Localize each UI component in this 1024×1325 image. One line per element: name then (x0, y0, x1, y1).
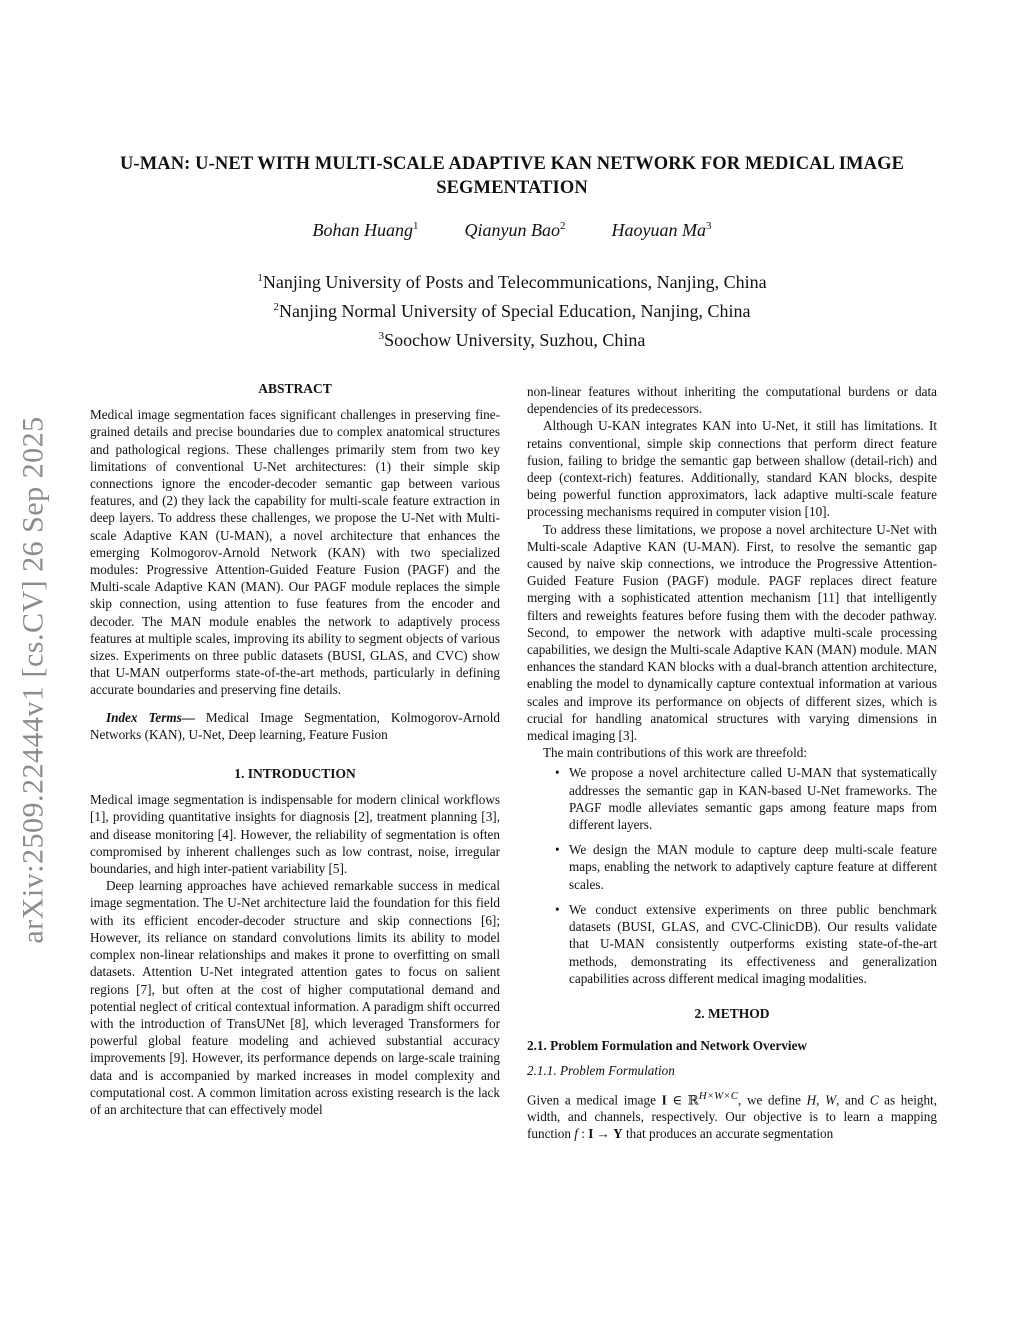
math-symbol: ∈ ℝ (666, 1091, 699, 1107)
arxiv-stamp (8, 370, 60, 990)
contribution-item (527, 764, 937, 833)
index-terms (90, 709, 500, 743)
arxiv-stamp-text: arXiv:2509.22444v1 [cs.CV] 26 Sep 2025 (17, 416, 51, 944)
affiliation-3 (80, 324, 944, 353)
intro-paragraph-1: Medical image segmentation is indispensable for modern clinical workflows [1], providing quantitative insights for diagnosis [2], treatment planning [3], and disease monitoring [4]. However, the reliability of segmentation is often compromised by inherent challenges such as low contrast, noise, irregular boundaries, and high inter-patient variability [5]. (90, 792, 500, 877)
subsubsection-heading: 2.1.1. Problem Formulation (527, 1063, 675, 1079)
math-symbol: I (661, 1091, 667, 1107)
affiliation-2 (80, 295, 944, 324)
intro-paragraph-5: The main contributions of this work are threefold: (543, 745, 808, 761)
bullet-icon: • (555, 765, 560, 781)
method-text: , and (836, 1091, 870, 1107)
affiliation-3-text: Soochow University, Suzhou, China (384, 330, 646, 350)
method-text: , we define (738, 1091, 807, 1107)
contribution-item (527, 841, 937, 893)
affiliation-1 (80, 266, 944, 295)
affiliation-2-sup: 2 (273, 301, 280, 313)
author-1-sup: 1 (413, 220, 419, 232)
affiliation-3-sup: 3 (378, 330, 385, 342)
affiliation-2-text: Nanjing Normal University of Special Education, Nanjing, China (279, 301, 751, 321)
right-column (527, 383, 937, 1143)
affiliation-1-text: Nanjing University of Posts and Telecommunications, Nanjing, China (262, 272, 767, 292)
math-symbol: f (574, 1126, 578, 1142)
method-heading: 2. METHOD (694, 1005, 770, 1021)
math-symbol: C (869, 1091, 879, 1107)
subsection-heading: 2.1. Problem Formulation and Network Overview (527, 1038, 807, 1054)
method-text: Given a medical image (527, 1091, 662, 1107)
math-symbol: → (593, 1126, 614, 1142)
bullet-icon: • (555, 842, 560, 858)
math-symbol: Y (613, 1126, 623, 1142)
author-3 (612, 220, 712, 241)
author-3-name: Haoyuan Ma (611, 220, 706, 240)
author-2 (465, 220, 566, 241)
abstract-body: Medical image segmentation faces significant challenges in preserving fine-grained details and precise boundaries due to complex anatomical structures and pathological regions. These challenges primarily stem from two key limitations of conventional U-Net architectures: (1) their simple skip connections ignore the encoder-decoder semantic gap between various features, and (2) they lack the capability for multi-scale feature extraction in deep layers. To address these challenges, we propose the U-Net with Multi-scale Adaptive KAN (U-MAN), a novel architecture that enhances the emerging Kolmogorov-Arnold Network (KAN) with two specialized modules: Progressive Attention-Guided Feature Fusion (PAGF) and the Multi-scale Adaptive KAN (MAN). Our PAGF module replaces the simple skip connection, using attention to fuse features from the encoder and decoder. The MAN module enables the network to adaptively process features at multiple scales, improving its ability to segment objects of various sizes. Experiments on three public datasets (BUSI, GLAS, and CVC) show that U-MAN outperforms state-of-the-art methods, particularly in defining accurate boundaries and preserving fine details. (90, 407, 500, 698)
math-symbol: W (825, 1091, 837, 1107)
contribution-text-2: We design the MAN module to capture deep multi-scale feature maps, enabling the network to adaptively capture feature at different scales. (569, 842, 937, 892)
author-3-sup: 3 (705, 220, 712, 232)
method-text: , (816, 1091, 826, 1107)
contribution-item (527, 901, 937, 987)
author-list (200, 220, 824, 241)
abstract-heading: ABSTRACT (258, 381, 332, 396)
author-2-name: Qianyun Bao (464, 220, 560, 240)
math-symbol: I (588, 1126, 594, 1142)
author-1 (313, 220, 419, 241)
affiliation-list (80, 266, 944, 353)
index-terms-label: Index Terms— (106, 709, 195, 725)
contribution-text-3: We conduct extensive experiments on three public benchmark datasets (BUSI, GLAS, and CVC-ClinicDB). Our results validate that U-MAN consistently outperforms existing state-of-the-art methods, demonstrating its effectiveness and generalization capabilities across different medical imaging modalities. (569, 901, 937, 986)
method-text: that produces an accurate segmentation (622, 1126, 834, 1142)
bullet-icon: • (555, 901, 560, 917)
intro-paragraph-4: To address these limitations, we propose a novel architecture U-Net with Multi-scale Adaptive KAN (U-MAN). First, to resolve the semantic gap caused by naive skip connections, we introduce the Progressive Attention-Guided Feature Fusion (PAGF) module. PAGF replaces direct feature merging with a sophisticated attention mechanism [11] that intelligently filters and reweights features before fusing them with the decoder pathway. Second, to empower the network with adaptive multi-scale processing capabilities, we design the Multi-scale Adaptive KAN (MAN) module. MAN enhances the standard KAN blocks with a dual-branch attention architecture, enabling the model to dynamically capture contextual information at various scales and improve its performance on objects of different sizes, which is crucial for handling anatomical structures with varying dimensions in medical imaging [3]. (527, 521, 937, 744)
intro-paragraph-3: Although U-KAN integrates KAN into U-Net, it still has limitations. It retains conventional, simple skip connections that perform direct feature fusion, failing to bridge the semantic gap between shallow (detail-rich) and deep (context-rich) features. Additionally, standard KAN blocks, despite being powerful function approximators, lack adaptive multi-scale feature processing mechanisms required in computer vision [10]. (527, 418, 937, 520)
method-paragraph-1 (527, 1088, 937, 1143)
contribution-list (527, 764, 937, 986)
math-symbol: H (806, 1091, 817, 1107)
title-line-2: SEGMENTATION (436, 178, 588, 198)
author-2-sup: 2 (560, 220, 566, 232)
author-1-name: Bohan Huang (312, 220, 414, 240)
introduction-heading: 1. INTRODUCTION (234, 766, 356, 782)
index-terms-text: Medical Image Segmentation, Kolmogorov-Arnold Networks (KAN), U-Net, Deep learning, Feature Fusion (90, 709, 500, 742)
method-text: as height, width, and channels, respectively. Our objective is to learn a mapping function (527, 1091, 938, 1142)
paper-title (80, 152, 944, 200)
method-text: : (577, 1126, 589, 1142)
affiliation-1-sup: 1 (257, 272, 263, 284)
math-superscript: H×W×C (698, 1089, 739, 1102)
intro-paragraph-2: Deep learning approaches have achieved remarkable success in medical image segmentation. The U-Net architecture laid the foundation for this field with its efficient encoder-decoder structure and skip connections [6]; However, its reliance on standard convolutions limits its ability to model complex non-linear relationships and makes it prone to overfitting on small datasets. Attention U-Net integrated attention gates to focus on salient regions [7], but often at the cost of higher computational demand and potential neglect of critical contextual information. A paradigm shift occurred with the introduction of TransUNet [8], which leveraged Transformers for powerful global feature modeling and achieved substantial accuracy improvements [9]. However, its performance depends on large-scale training data and is accompanied by marked increases in model complexity and computational cost. A common limitation across existing research is the lack of an architecture that can effectively model (90, 878, 500, 1117)
title-line-1: U-MAN: U-NET WITH MULTI-SCALE ADAPTIVE KAN NETWORK FOR MEDICAL IMAGE (119, 154, 905, 174)
contribution-text-1: We propose a novel architecture called U-MAN that systematically addresses the semantic gap in KAN-based U-Net frameworks. The PAGF modle alleviates semantic gaps among feature maps from different layers. (569, 765, 937, 833)
left-column (90, 380, 500, 1118)
intro-paragraph-2-continued: non-linear features without inheriting the computational burdens or data dependencies of its predecessors. (527, 384, 937, 417)
